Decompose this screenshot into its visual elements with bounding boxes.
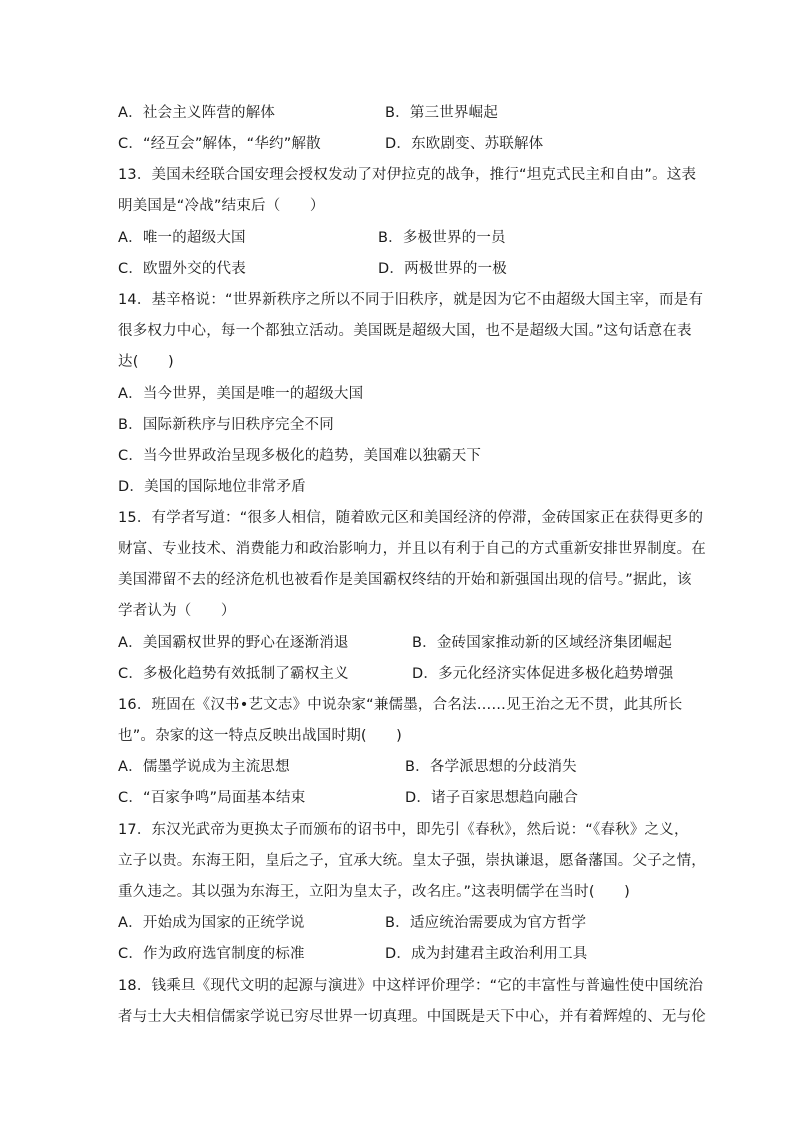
q18-stem-line2: 者与士大夫相信儒家学说已穷尽世界一切真理。中国既是天下中心，并有着辉煌的、无与伦: [118, 1009, 706, 1025]
q15-option-d: D．多元化经济实体促进多极化趋势增强: [412, 666, 674, 682]
q16-option-d: D．诸子百家思想趋向融合: [405, 790, 579, 806]
q13-option-d: D．两极世界的一极: [378, 261, 507, 277]
q18-stem-line1: 18．钱乘旦《现代文明的起源与演进》中这样评价理学：“它的丰富性与普遍性使中国统治: [118, 978, 704, 994]
q15-option-b: B．金砖国家推动新的区域经济集团崛起: [412, 635, 673, 651]
q13-option-c: C．欧盟外交的代表: [118, 261, 246, 277]
q12-option-c: C．“经互会”解体，“华约”解散: [118, 136, 321, 152]
q13-option-b: B．多极世界的一员: [378, 230, 506, 246]
q14-stem-line3: 达( ): [118, 354, 174, 370]
q14-option-c: C．当今世界政治呈现多极化的趋势，美国难以独霸天下: [118, 448, 482, 464]
q17-stem-line2: 立子以贵。东海王阳，皇后之子，宜承大统。皇太子强，崇执谦退，愿备藩国。父子之情，: [118, 853, 706, 869]
q16-option-c: C．“百家争鸣”局面基本结束: [118, 790, 306, 806]
q14-stem-line1: 14．基辛格说：“世界新秩序之所以不同于旧秩序，就是因为它不由超级大国主宰，而是有: [118, 292, 704, 308]
q13-stem-line2: 明美国是“冷战”结束后（ ）: [118, 198, 325, 214]
q17-option-b: B．适应统治需要成为官方哲学: [385, 915, 587, 931]
q14-option-a: A．当今世界，美国是唯一的超级大国: [118, 386, 364, 402]
q15-option-a: A．美国霸权世界的野心在逐渐消退: [118, 635, 349, 651]
q16-option-b: B．各学派思想的分歧消失: [405, 759, 577, 775]
q15-stem-line2: 财富、专业技术、消费能力和政治影响力，并且以有利于自己的方式重新安排世界制度。在: [118, 541, 706, 557]
q15-stem-line3: 美国滞留不去的经济危机也被看作是美国霸权终结的开始和新强国出现的信号。”据此，该: [118, 572, 692, 588]
q12-option-a: A．社会主义阵营的解体: [118, 105, 276, 121]
q16-stem-line1: 16．班固在《汉书•艺文志》中说杂家“兼儒墨，合名法……见王治之无不贯，此其所长: [118, 697, 683, 713]
q15-stem-line1: 15．有学者写道：“很多人相信，随着欧元区和美国经济的停滞，金砖国家正在获得更多的: [118, 510, 704, 526]
q14-option-b: B．国际新秩序与旧秩序完全不同: [118, 417, 334, 433]
q15-stem-line4: 学者认为（ ）: [118, 603, 236, 619]
q12-option-b: B．第三世界崛起: [385, 105, 499, 121]
q14-option-d: D．美国的国际地位非常矛盾: [118, 479, 306, 495]
q17-stem-line3: 重久违之。其以强为东海王，立阳为皇太子，改名庄。”这表明儒学在当时( ): [118, 884, 630, 900]
q17-option-d: D．成为封建君主政治利用工具: [385, 946, 588, 962]
q17-option-c: C．作为政府选官制度的标准: [118, 946, 305, 962]
q15-option-c: C．多极化趋势有效抵制了霸权主义: [118, 666, 349, 682]
q16-option-a: A．儒墨学说成为主流思想: [118, 759, 290, 775]
q17-option-a: A．开始成为国家的正统学说: [118, 915, 305, 931]
q14-stem-line2: 很多权力中心，每一个都独立活动。美国既是超级大国，也不是超级大国。”这句话意在表: [118, 323, 692, 339]
q13-option-a: A．唯一的超级大国: [118, 230, 246, 246]
q17-stem-line1: 17．东汉光武帝为更换太子而颁布的诏书中，即先引《春秋》，然后说：“《春秋》之义，: [118, 822, 689, 838]
q16-stem-line2: 也”。杂家的这一特点反映出战国时期( ): [118, 728, 403, 744]
q13-stem-line1: 13．美国未经联合国安理会授权发动了对伊拉克的战争，推行“坦克式民主和自由”。这表: [118, 167, 697, 183]
q12-option-d: D．东欧剧变、苏联解体: [385, 136, 544, 152]
